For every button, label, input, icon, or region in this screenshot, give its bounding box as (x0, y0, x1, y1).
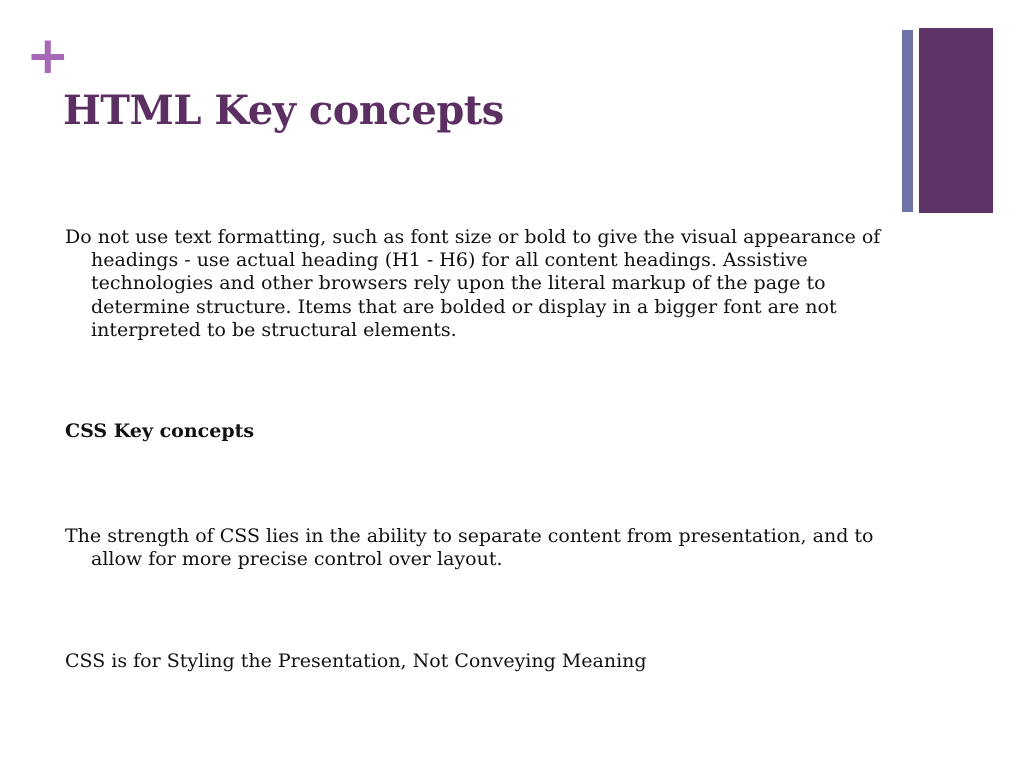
paragraph-line: technologies and other browsers rely upon the literal markup of the page to (91, 272, 826, 295)
css-key-concepts-heading: CSS Key concepts (65, 420, 255, 442)
paragraph-html-key-concepts (65, 226, 880, 342)
paragraph-css-strength (65, 525, 873, 571)
paragraph-line: The strength of CSS lies in the ability to separate content from presentation, and to (65, 525, 874, 547)
paragraph-line: allow for more precise control over layout. (91, 548, 503, 571)
paragraph-line: headings - use actual heading (H1 - H6) for all content headings. Assistive (91, 249, 808, 272)
plus-decoration-icon: + (26, 26, 70, 86)
accent-bar-thin (902, 30, 913, 212)
paragraph-css-styling: CSS is for Styling the Presentation, Not Conveying Meaning (65, 650, 647, 672)
accent-bar-wide (919, 28, 993, 213)
slide-title: HTML Key concepts (63, 86, 504, 134)
paragraph-line: Do not use text formatting, such as font size or bold to give the visual appearance of (65, 226, 881, 248)
paragraph-line: determine structure. Items that are bolded or display in a bigger font are not (91, 295, 837, 318)
paragraph-line: interpreted to be structural elements. (91, 318, 457, 341)
